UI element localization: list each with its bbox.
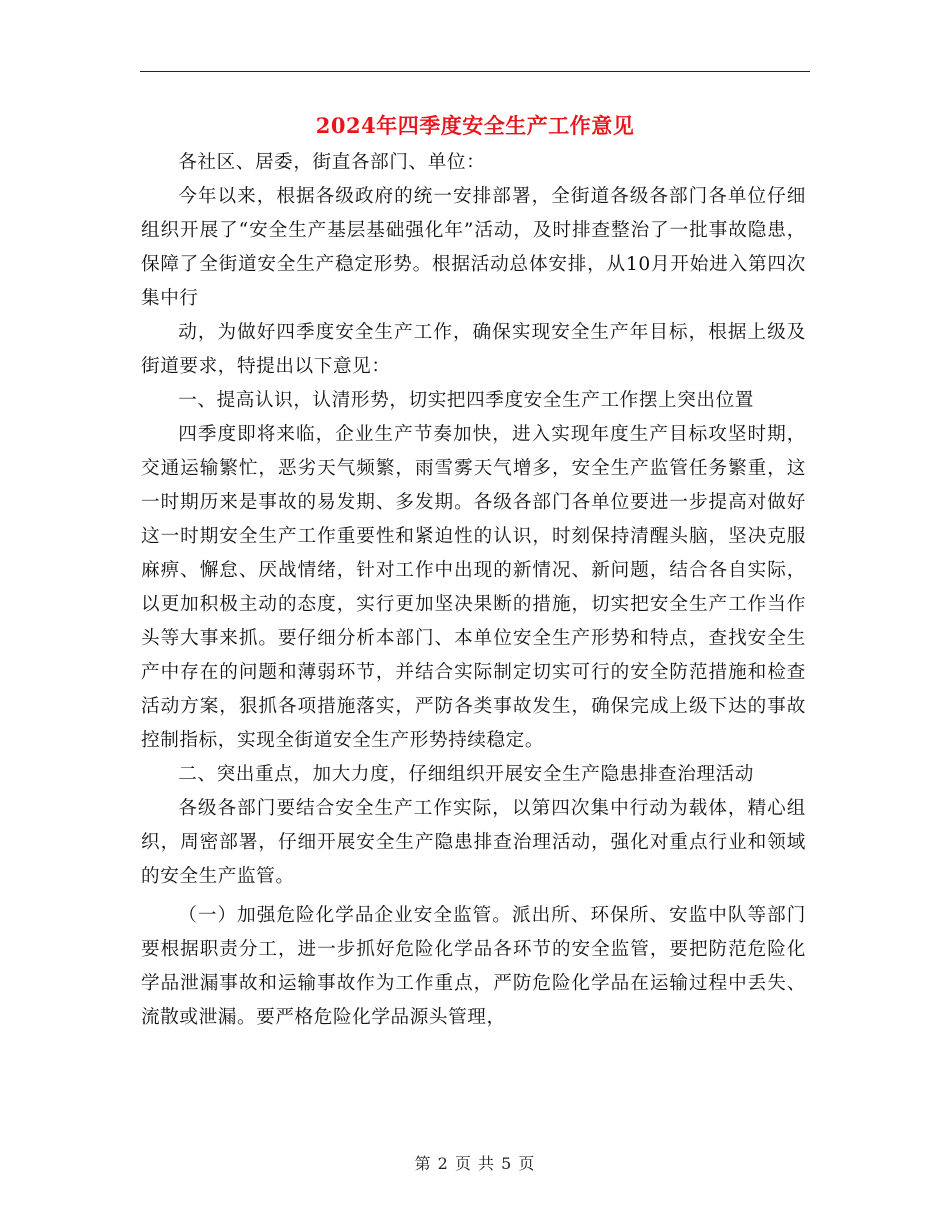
- section-heading: 一、提高认识，认清形势，切实把四季度安全生产工作摆上突出位置: [178, 390, 755, 411]
- body-paragraph: 各级各部门要结合安全生产工作实际，以第四次集中行动为载体，精心组织，周密部署，仔细开展安全生产隐患排查治理活动，强化对重点行业和领域的安全生产监管。: [141, 798, 806, 887]
- body-paragraph: 今年以来，根据各级政府的统一安排部署，全街道各级各部门各单位仔细组织开展了“安全生产基层基础强化年”活动，及时排查整治了一批事故隐患，保障了全街道安全生产稳定形势。根据活动总体安排，从10月开始进入第四次集中行: [141, 186, 806, 309]
- document-title: 2024年四季度安全生产工作意见: [315, 113, 635, 138]
- body-paragraph: 动，为做好四季度安全生产工作，确保实现安全生产年目标，根据上级及街道要求，特提出以下意见：: [141, 322, 806, 377]
- body-paragraph: 四季度即将来临，企业生产节奏加快，进入实现年度生产目标攻坚时期，交通运输繁忙，恶劣天气频繁，雨雪雾天气增多，安全生产监管任务繁重，这一时期历来是事故的易发期、多发期。各级各部门各单位要进一步提高对做好这一时期安全生产工作重要性和紧迫性的认识，时刻保持清醒头脑，坚决克服麻痹、懈怠、厌战情绪，针对工作中出现的新情况、新问题，结合各自实际，以更加积极主动的态度，实行更加坚决果断的措施，切实把安全生产工作当作头等大事来抓。要仔细分析本部门、本单位安全生产形势和特点，查找安全生产中存在的问题和薄弱环节，并结合实际制定切实可行的安全防范措施和检查活动方案，狠抓各项措施落实，严防各类事故发生，确保完成上级下达的事故控制指标，实现全街道安全生产形势持续稳定。: [141, 424, 806, 751]
- header-rule: [140, 71, 810, 72]
- section-heading: 二、突出重点，加大力度，仔细组织开展安全生产隐患排查治理活动: [178, 764, 755, 785]
- body-paragraph: （一）加强危险化学品企业安全监管。派出所、环保所、安监中队等部门要根据职责分工，进一步抓好危险化学品各环节的安全监管，要把防范危险化学品泄漏事故和运输事故作为工作重点，严防危险化学品在运输过程中丢失、流散或泄漏。要严格危险化学品源头管理，: [141, 905, 806, 1028]
- document-body: [141, 146, 806, 1035]
- salutation-paragraph: 各社区、居委，街直各部门、单位：: [178, 152, 486, 173]
- page-number-footer: 第 2 页 共 5 页: [414, 1154, 536, 1173]
